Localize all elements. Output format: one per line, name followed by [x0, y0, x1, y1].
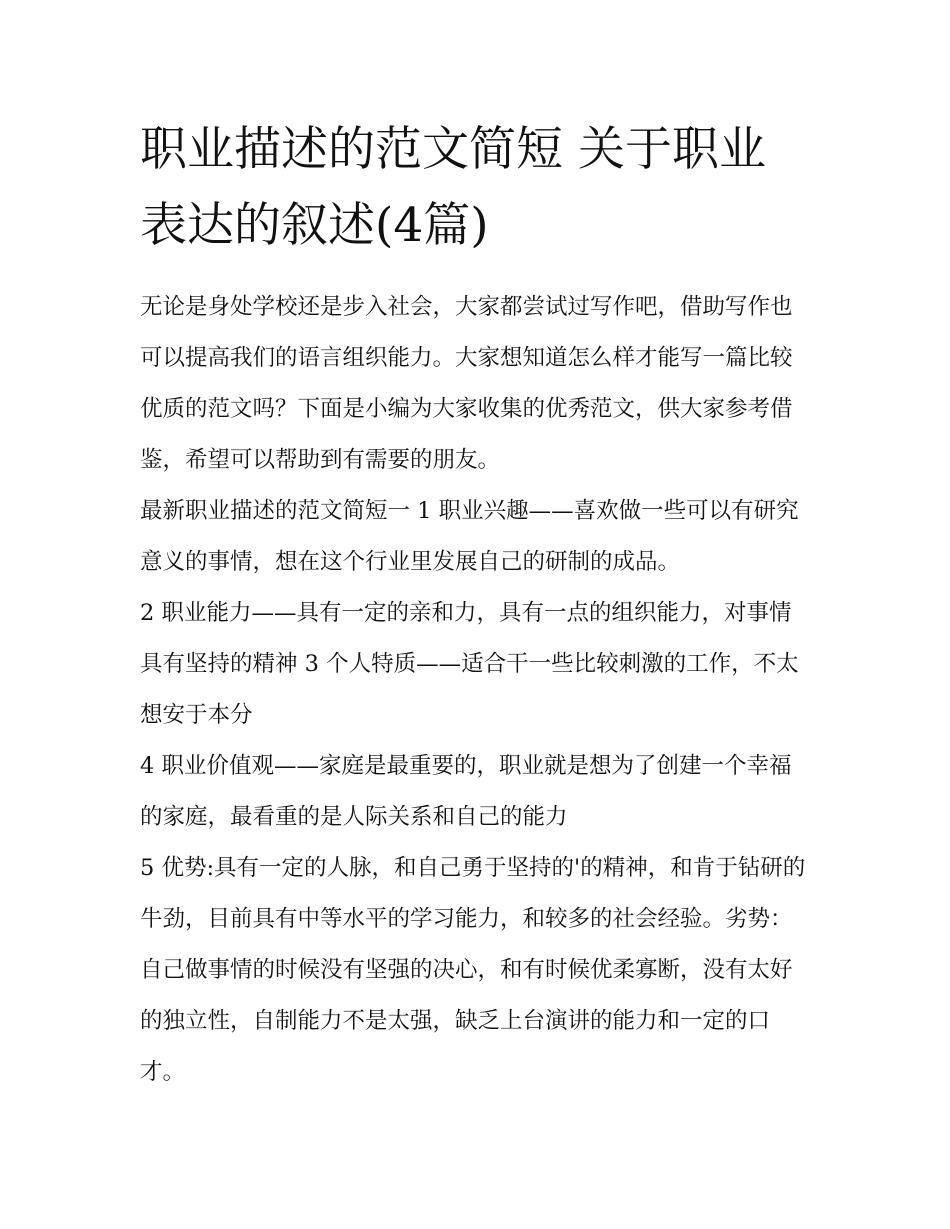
document-page: [140, 112, 812, 1098]
paragraph-career-ability: 2 职业能力——具有一定的亲和力，具有一点的组织能力，对事情具有坚持的精神 3 个人特质——适合干一些比较刺激的工作，不太想安于本分: [140, 600, 799, 728]
document-title: 职业描述的范文简短 关于职业表达的叙述(4篇): [140, 122, 766, 253]
intro-paragraph: 无论是身处学校还是步入社会，大家都尝试过写作吧，借助写作也可以提高我们的语言组织能力。大家想知道怎么样才能写一篇比较优质的范文吗？下面是小编为大家收集的优秀范文，供大家参考借鉴，希望可以帮助到有需要的朋友。: [140, 294, 793, 473]
paragraph-career-values: 4 职业价值观——家庭是最重要的，职业就是想为了创建一个幸福的家庭，最看重的是人际关系和自己的能力: [140, 753, 792, 830]
paragraph-career-interest: 最新职业描述的范文简短一 1 职业兴趣——喜欢做一些可以有研究意义的事情，想在这个行业里发展自己的研制的成品。: [140, 498, 799, 575]
paragraph-strengths-weaknesses: 5 优势:具有一定的人脉，和自己勇于坚持的'的精神，和肯于钻研的牛劲，目前具有中等水平的学习能力，和较多的社会经验。劣势：自己做事情的时候没有坚强的决心，和有时候优柔寡断，没有太好的独立性，自制能力不是太强，缺乏上台演讲的能力和一定的口才。: [140, 855, 806, 1085]
